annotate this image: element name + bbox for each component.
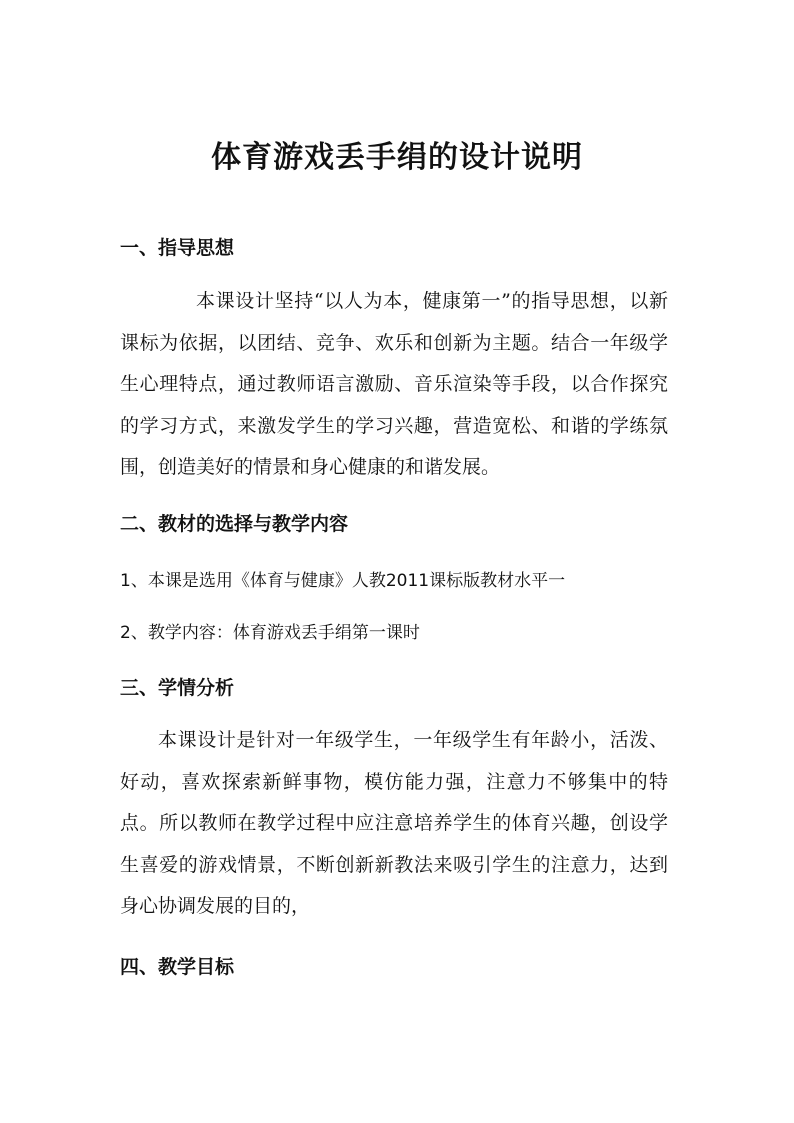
section-body-guiding-idea: 本课设计坚持“以人为本，健康第一”的指导思想，以新课标为依据，以团结、竞争、欢乐和创新为主题。结合一年级学生心理特点，通过教师语言激励、音乐渲染等手段，以合作探究的学习方式，来激发学生的学习兴趣，营造宽松、和谐的学练氛围，创造美好的情景和身心健康的和谐发展。	[120, 290, 668, 478]
section-heading-materials: 二、教材的选择与教学内容	[120, 513, 349, 535]
section-heading-learner-analysis: 三、学情分析	[120, 677, 235, 699]
section-body-learner-analysis: 本课设计是针对一年级学生，一年级学生有年龄小，活泼、好动，喜欢探索新鲜事物，模仿能力强，注意力不够集中的特点。所以教师在教学过程中应注意培养学生的体育兴趣，创设学生喜爱的游戏情景，不断创新新教法来吸引学生的注意力，达到身心协调发展的目的，	[120, 729, 668, 917]
document-title: 体育游戏丢手绢的设计说明	[211, 140, 583, 175]
section-heading-guiding-idea: 一、指导思想	[120, 237, 235, 259]
list-item-materials-2: 2、教学内容：体育游戏丢手绢第一课时	[120, 623, 420, 643]
list-item-materials-1: 1、本课是选用《体育与健康》人教2011课标版教材水平一	[120, 571, 566, 591]
section-heading-teaching-goals: 四、教学目标	[120, 956, 235, 978]
